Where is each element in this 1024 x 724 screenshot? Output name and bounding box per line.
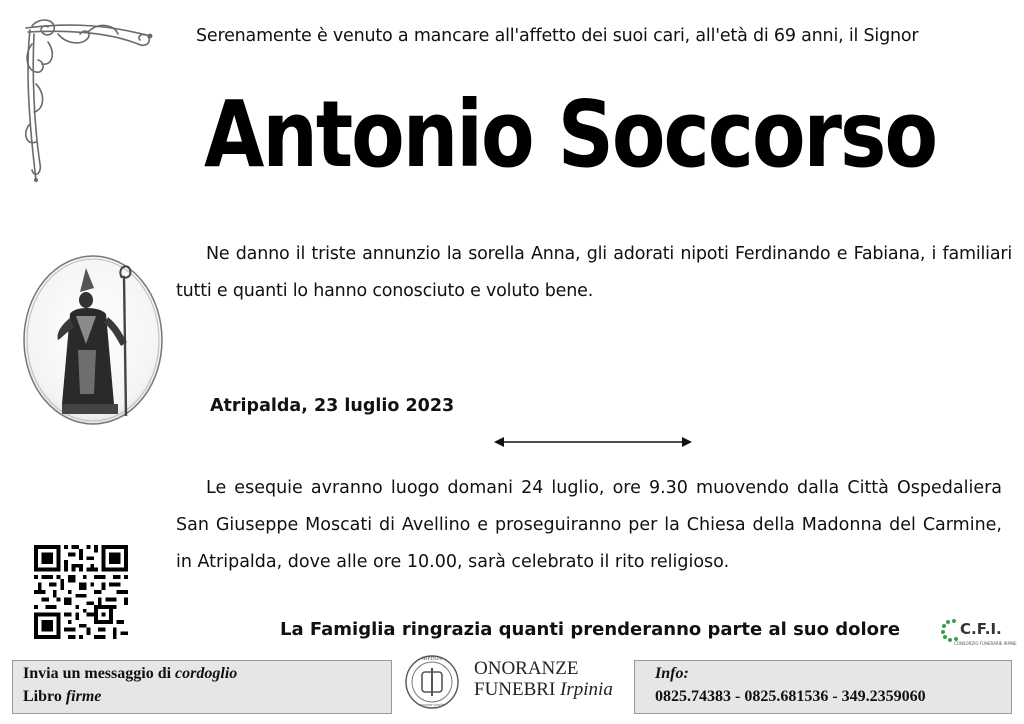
corner-flourish-icon <box>18 14 158 184</box>
guestbook-label-italic: firme <box>65 688 102 705</box>
send-condolence-label-italic: cordoglio <box>175 665 238 682</box>
qr-code-icon[interactable] <box>34 545 128 639</box>
guestbook-link[interactable] <box>23 688 101 706</box>
logo-bottom-text: onoranze funebri <box>418 703 446 707</box>
brand-line2-italic: Irpinia <box>560 679 613 700</box>
guestbook-label: Libro <box>23 688 66 705</box>
info-phones[interactable]: 0825.74383 - 0825.681536 - 349.2359060 <box>655 688 926 705</box>
brand-line2-prefix: FUNEBRI <box>474 679 561 700</box>
condolence-box[interactable] <box>12 660 392 714</box>
info-label: Info: <box>655 665 689 682</box>
cfi-logo-subtext: CONSORZIO FUNERARIE IRPINE <box>954 641 1017 646</box>
announcement-text: Ne danno il triste annunzio la sorella Anna, gli adorati nipoti Ferdinando e Fabiana, i familiari tutti e quanti lo hanno conosciuto e voluto bene. <box>176 244 1012 301</box>
place-and-date: Atripalda, 23 luglio 2023 <box>210 396 455 416</box>
send-condolence-label: Invia un messaggio di <box>23 665 176 682</box>
cfi-logo-text: C.F.I. <box>960 620 1002 638</box>
thanks-message: La Famiglia ringrazia quanti prenderanno parte al suo dolore <box>280 619 901 640</box>
brand-line2 <box>474 679 613 700</box>
cfi-logo <box>940 616 1017 650</box>
info-box <box>634 660 1012 714</box>
onoranze-logo-icon <box>404 648 460 712</box>
deceased-name: Antonio Soccorso <box>203 82 937 189</box>
funeral-details-text: Le esequie avranno luogo domani 24 luglio, ore 9.30 muovendo dalla Città Ospedaliera San Giuseppe Moscati di Avellino e proseguiranno per la Chiesa della Madonna del Carmine, in Atripalda, dove alle ore 10.00, sarà celebrato il rito religioso. <box>176 478 1002 572</box>
double-arrow-icon <box>492 434 694 450</box>
intro-text: Serenamente è venuto a mancare all'affetto dei suoi cari, all'età di 69 anni, il Signor <box>196 26 919 46</box>
saint-statue-image <box>22 254 164 426</box>
brand-line1: ONORANZE <box>474 658 579 679</box>
send-condolence-link[interactable] <box>23 665 237 683</box>
cfi-logo-icon <box>940 618 962 642</box>
brand-name <box>474 658 613 700</box>
logo-top-text: IRPINIA <box>421 656 443 662</box>
